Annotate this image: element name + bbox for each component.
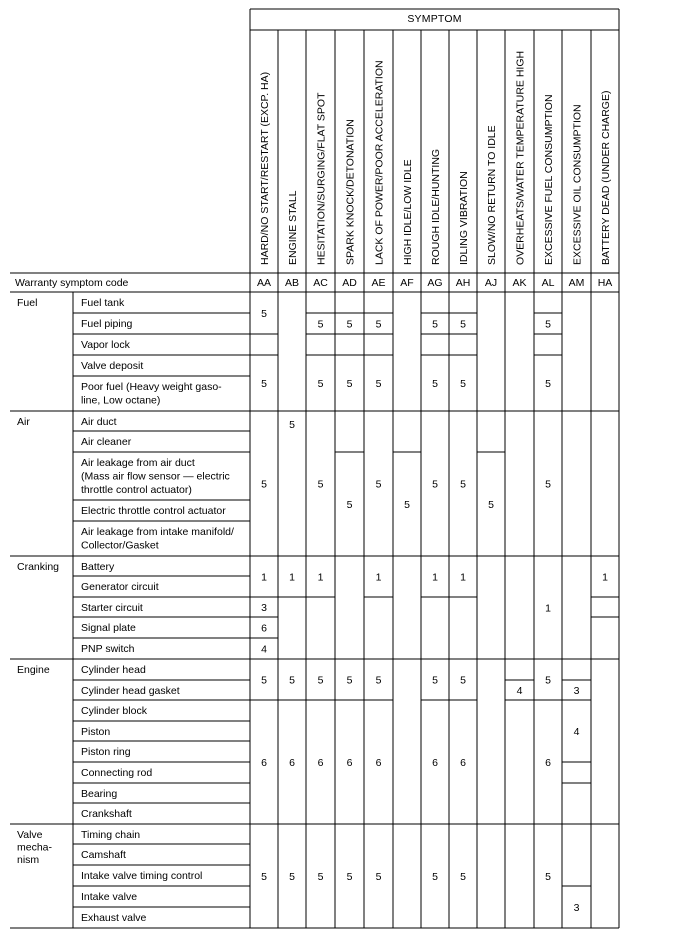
symptom-rating: 5 <box>375 674 382 687</box>
warranty-code-label: Warranty symptom code <box>15 277 129 289</box>
symptom-rating: 5 <box>261 308 267 320</box>
symptom-rating: 5 <box>375 871 382 883</box>
symptom-rating: 6 <box>261 757 267 769</box>
group-name: mecha- <box>17 841 53 854</box>
item-label: PNP switch <box>81 643 135 655</box>
item-label: Signal plate <box>81 622 136 634</box>
symptom-rating: 1 <box>289 571 295 584</box>
item-label: Battery <box>81 561 115 573</box>
symptom-rating: 5 <box>432 378 438 390</box>
symptom-rating: 6 <box>346 757 353 769</box>
symptom-rating: 5 <box>346 871 353 883</box>
symptom-rating: 5 <box>375 318 382 331</box>
symptom-code: AE <box>371 277 386 289</box>
symptom-header-label: SLOW/NO RETURN TO IDLE <box>486 125 498 265</box>
item-label: Intake valve <box>81 891 138 903</box>
symptom-rating: 5 <box>375 378 382 390</box>
symptom-rating: 3 <box>573 902 580 914</box>
item-label: Connecting rod <box>81 767 153 779</box>
symptom-rating: 5 <box>289 674 295 687</box>
symptom-rating: 5 <box>404 499 410 511</box>
symptom-code: AB <box>284 277 300 289</box>
symptom-code: AH <box>455 277 471 289</box>
group-name: Air <box>17 416 30 428</box>
symptom-header-label: ROUGH IDLE/HUNTING <box>430 148 442 265</box>
symptom-code: AF <box>400 277 414 289</box>
symptom-code: AL <box>541 277 555 289</box>
symptom-code: AK <box>512 277 527 289</box>
symptom-rating: 5 <box>317 674 324 687</box>
item-label: Fuel piping <box>81 318 133 330</box>
symptom-rating: 1 <box>460 571 466 584</box>
symptom-code: AC <box>313 277 328 289</box>
symptom-rating: 5 <box>460 378 466 390</box>
symptom-rating: 5 <box>488 499 494 511</box>
symptom-rating: 5 <box>375 478 382 491</box>
item-label: Intake valve timing control <box>81 870 203 882</box>
symptom-rating: 5 <box>545 378 551 390</box>
symptom-rating: 4 <box>516 685 523 697</box>
symptom-rating: 6 <box>545 757 551 769</box>
symptom-rating: 5 <box>261 478 267 491</box>
symptom-code: AG <box>427 277 443 289</box>
item-label: Air leakage from air duct <box>81 457 195 469</box>
group-name: nism <box>17 854 40 866</box>
symptom-rating: 5 <box>460 871 466 883</box>
symptom-rating: 3 <box>573 685 580 697</box>
item-label: Electric throttle control actuator <box>81 505 226 517</box>
symptom-rating: 5 <box>460 478 466 491</box>
symptom-header-label: ENGINE STALL <box>287 190 299 265</box>
symptom-code: AD <box>342 277 357 289</box>
symptom-header-label: EXCESSIVE FUEL CONSUMPTION <box>543 94 555 265</box>
symptom-rating: 6 <box>375 757 382 769</box>
symptom-rating: 1 <box>602 571 608 584</box>
item-label: Valve deposit <box>81 360 144 372</box>
symptom-title: SYMPTOM <box>407 13 462 25</box>
symptom-rating: 5 <box>261 378 267 390</box>
symptom-rating: 6 <box>460 757 466 769</box>
symptom-rating: 5 <box>317 871 324 883</box>
symptom-rating: 6 <box>261 622 267 635</box>
symptom-rating: 1 <box>317 571 324 584</box>
symptom-rating: 5 <box>460 674 466 687</box>
symptom-rating: 5 <box>432 478 438 491</box>
group-name: Cranking <box>17 561 60 573</box>
symptom-rating: 5 <box>261 871 267 883</box>
symptom-rating: 1 <box>261 571 267 584</box>
item-label: Bearing <box>81 788 118 800</box>
symptom-rating: 5 <box>261 674 267 687</box>
symptom-header-label: IDLING VIBRATION <box>458 171 470 265</box>
item-label: line, Low octane) <box>81 394 161 407</box>
symptom-rating: 1 <box>432 571 438 584</box>
symptom-rating: 5 <box>289 871 295 883</box>
item-label: throttle control actuator) <box>81 484 192 496</box>
symptom-rating: 5 <box>317 378 324 390</box>
symptom-rating: 5 <box>545 871 551 883</box>
item-label: Piston <box>81 726 111 738</box>
symptom-header-label: HARD/NO START/RESTART (EXCP. HA) <box>259 71 271 265</box>
group-name: Engine <box>17 664 50 676</box>
group-name: Valve <box>17 829 43 841</box>
symptom-rating: 5 <box>346 499 353 511</box>
item-label: Poor fuel (Heavy weight gaso- <box>81 381 222 393</box>
symptom-code: AA <box>256 277 272 289</box>
item-label: Air duct <box>81 416 117 428</box>
item-label: Timing chain <box>81 829 141 841</box>
symptom-code: AM <box>568 277 585 289</box>
symptom-header-label: HIGH IDLE/LOW IDLE <box>402 159 414 265</box>
symptom-rating: 5 <box>317 318 324 331</box>
symptom-rating: 1 <box>545 602 551 615</box>
symptom-rating: 5 <box>432 674 438 687</box>
item-label: Cylinder head gasket <box>81 685 180 697</box>
symptom-header-label: HESITATION/SURGING/FLAT SPOT <box>315 92 328 265</box>
symptom-rating: 5 <box>346 674 353 687</box>
symptom-header-label: OVERHEATS/WATER TEMPERATURE HIGH <box>514 50 527 265</box>
symptom-rating: 5 <box>346 318 353 331</box>
symptom-header-label: EXCESSIVE OIL CONSUMPTION <box>571 104 584 265</box>
symptom-rating: 6 <box>317 757 324 769</box>
symptom-rating: 5 <box>346 378 353 390</box>
group-name: Fuel <box>17 297 38 309</box>
item-label: Cylinder block <box>81 705 147 717</box>
symptom-rating: 5 <box>460 318 466 331</box>
symptom-rating: 5 <box>545 674 551 687</box>
symptom-code: HA <box>597 277 613 289</box>
symptom-rating: 1 <box>375 571 382 584</box>
item-label: Exhaust valve <box>81 912 147 924</box>
symptom-rating: 6 <box>289 757 295 769</box>
symptom-code: AJ <box>484 277 498 289</box>
item-label: Air cleaner <box>81 436 132 448</box>
item-label: Air leakage from intake manifold/ <box>81 526 234 538</box>
symptom-header-label: BATTERY DEAD (UNDER CHARGE) <box>600 90 612 265</box>
symptom-rating: 5 <box>317 478 324 491</box>
item-label: (Mass air flow sensor — electric <box>81 470 230 483</box>
item-label: Piston ring <box>81 746 131 758</box>
symptom-rating: 4 <box>573 726 580 738</box>
item-label: Crankshaft <box>81 808 132 820</box>
symptom-rating: 5 <box>545 318 551 331</box>
symptom-rating: 4 <box>261 643 267 656</box>
symptom-header-label: SPARK KNOCK/DETONATION <box>344 119 357 265</box>
item-label: Vapor lock <box>81 339 130 351</box>
symptom-rating: 5 <box>289 419 295 431</box>
symptom-rating: 6 <box>432 757 438 769</box>
item-label: Starter circuit <box>81 602 143 614</box>
item-label: Cylinder head <box>81 664 146 676</box>
symptom-header-label: LACK OF POWER/POOR ACCELERATION <box>373 60 386 265</box>
item-label: Generator circuit <box>81 581 159 593</box>
item-label: Camshaft <box>81 849 126 861</box>
symptom-rating: 5 <box>432 318 438 331</box>
symptom-rating: 3 <box>261 602 267 614</box>
item-label: Collector/Gasket <box>81 539 159 552</box>
item-label: Fuel tank <box>81 297 125 309</box>
symptom-rating: 5 <box>432 871 438 883</box>
symptom-rating: 5 <box>545 478 551 491</box>
